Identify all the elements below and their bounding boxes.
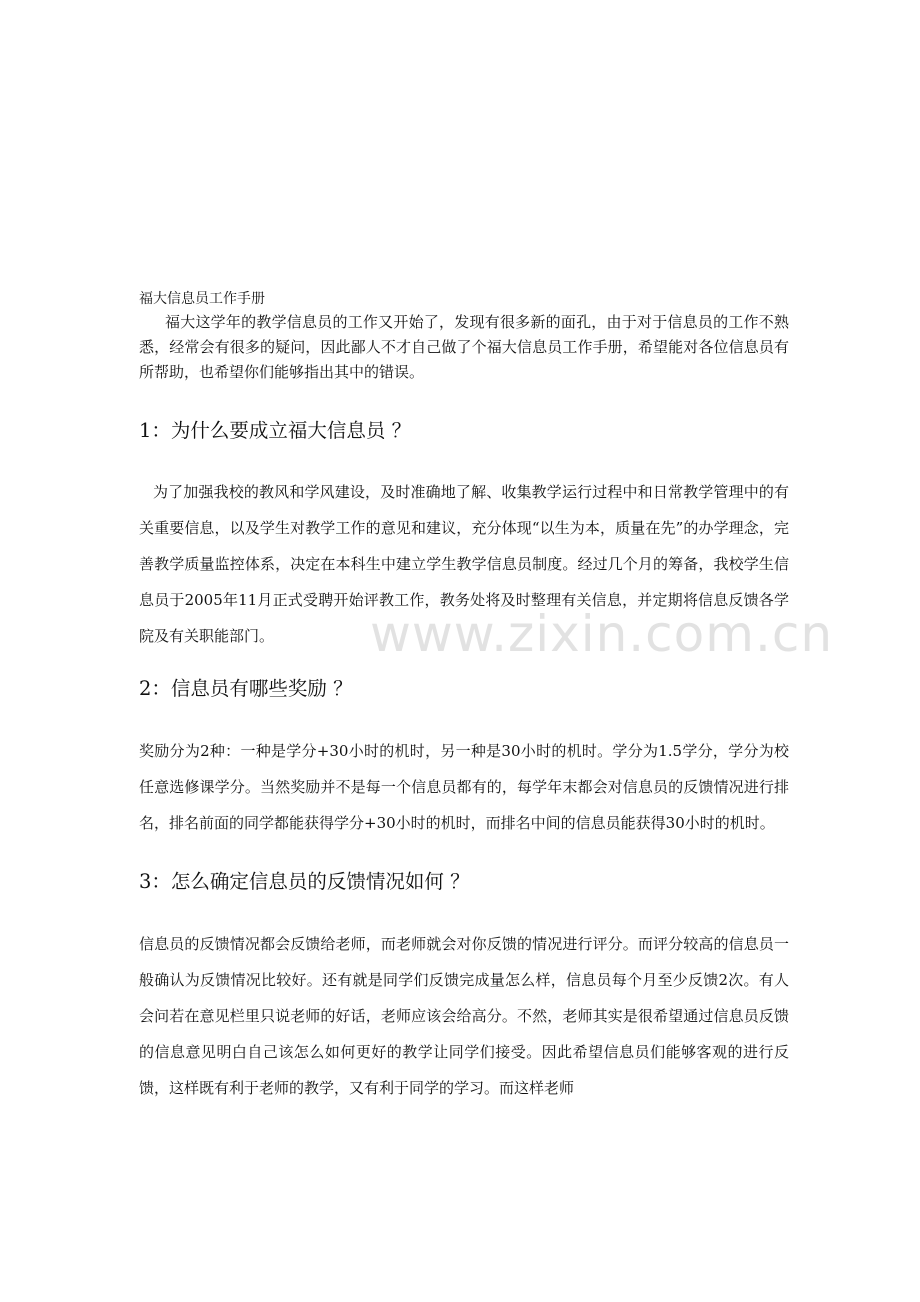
section-2-heading: 2：信息员有哪些奖励 ？	[139, 677, 353, 700]
section-3-heading: 3：怎么确定信息员的反馈情况如何 ？	[139, 870, 470, 893]
section-2-body: 奖励分为2种：一种是学分+30小时的机时，另一种是30小时的机时。学分为1.5学分，学分为校任意选修课学分。当然奖励并不是每一个信息员都有的，每学年末都会对信息员的反馈情况进行排名，排名前面的同学都能获得学分+30小时的机时，而排名中间的信息员能获得30小时的机时。	[139, 742, 789, 832]
document-page	[139, 288, 789, 1106]
watermark: www.zixin.com.cn	[370, 605, 834, 663]
section-1-body: 为了加强我校的教风和学风建设，及时准确地了解、收集教学运行过程中和日常教学管理中的有关重要信息，以及学生对教学工作的意见和建议，充分体现“以生为本，质量在先”的办学理念，完善教学质量监控体系，决定在本科生中建立学生教学信息员制度。经过几个月的筹备，我校学生信息员于2005年11月正式受聘开始评教工作，教务处将及时整理有关信息，并定期将信息反馈各学院及有关职能部门。	[139, 483, 789, 645]
section-3-body: 信息员的反馈情况都会反馈给老师，而老师就会对你反馈的情况进行评分。而评分较高的信息员一般确认为反馈情况比较好。还有就是同学们反馈完成量怎么样，信息员每个月至少反馈2次。有人会问若在意见栏里只说老师的好话，老师应该会给高分。不然，老师其实是很希望通过信息员反馈的信息意见明白自己该怎么如何更好的教学让同学们接受。因此希望信息员们能够客观的进行反馈，这样既有利于老师的教学，又有利于同学的学习。而这样老师	[139, 935, 789, 1097]
document-title: 福大信息员工作手册	[139, 291, 265, 307]
intro-paragraph: 福大这学年的教学信息员的工作又开始了，发现有很多新的面孔，由于对于信息员的工作不熟悉，经常会有很多的疑问，因此鄙人不才自己做了个福大信息员工作手册，希望能对各位信息员有所帮助，也希望你们能够指出其中的错误。	[139, 313, 789, 381]
section-1-heading: 1：为什么要成立福大信息员 ？	[139, 419, 412, 442]
